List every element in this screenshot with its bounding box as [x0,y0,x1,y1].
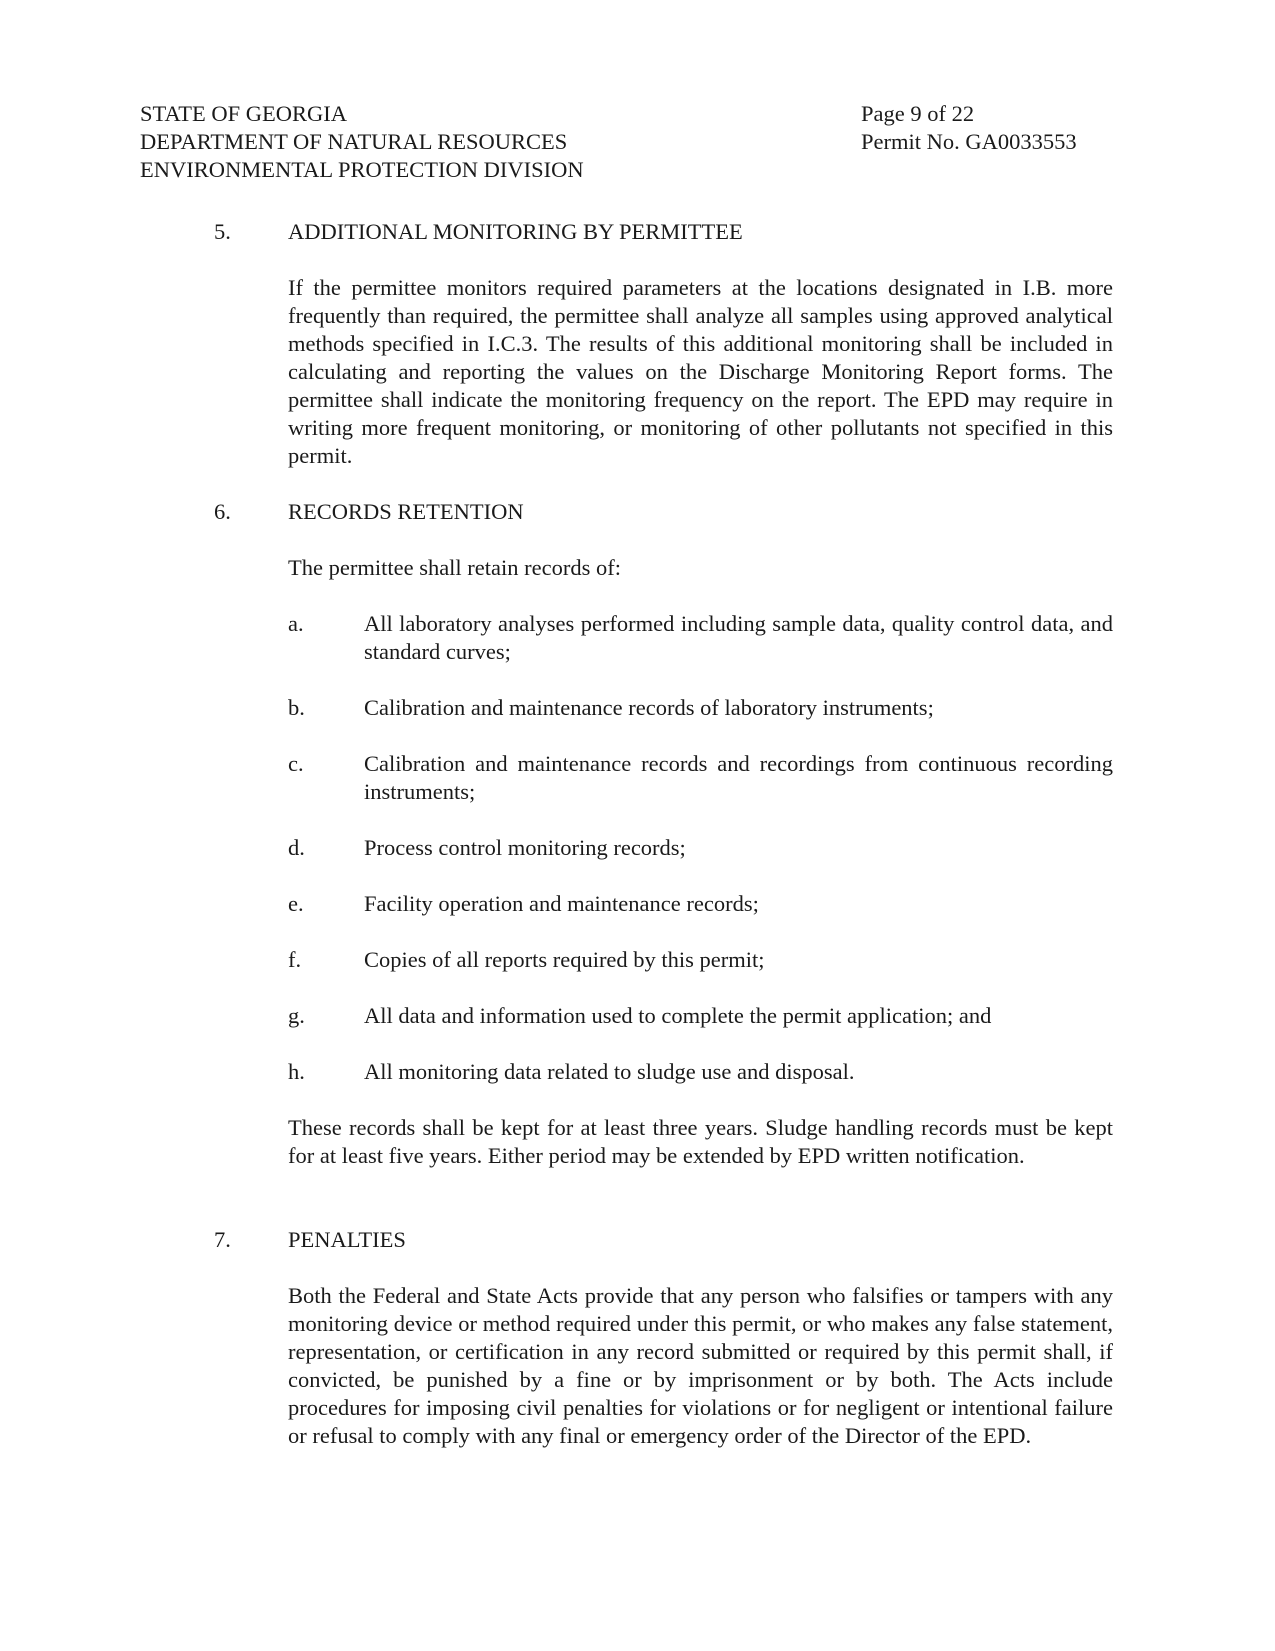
list-item: All data and information used to complete the permit application; and [364,1003,992,1028]
list-item: Facility operation and maintenance records; [364,891,759,916]
section-5-body: If the permittee monitors required parameters at the locations designated in I.B. more frequently than required, the permittee shall analyze all samples using approved analytical methods specified in I.C.3. The results of this additional monitoring shall be included in calculating and reporting the values on the Discharge Monitoring Report forms. The permittee shall indicate the monitoring frequency on the report. The EPD may require in writing more frequent monitoring, or monitoring of other pollutants not specified in this permit. [288,275,1113,468]
page-info [861,100,1077,156]
list-item-letter: f. [288,947,302,972]
page-number: Page 9 of 22 [861,101,975,126]
list-item-letter: b. [288,695,305,720]
list-item: Process control monitoring records; [364,835,686,860]
agency-department: DEPARTMENT OF NATURAL RESOURCES [140,129,568,154]
list-item: Copies of all reports required by this permit; [364,947,765,972]
list-item-letter: e. [288,891,304,916]
list-item-letter: g. [288,1003,305,1028]
section-6-number: 6. [214,499,231,524]
list-item: Calibration and maintenance records of laboratory instruments; [364,695,934,720]
section-7-title: PENALTIES [288,1227,406,1252]
agency-header [140,100,584,184]
list-item-letter: a. [288,611,304,636]
agency-state: STATE OF GEORGIA [140,101,347,126]
permit-number: Permit No. GA0033553 [861,129,1077,154]
list-item-letter: c. [288,751,304,776]
agency-division: ENVIRONMENTAL PROTECTION DIVISION [140,157,584,182]
section-6-intro: The permittee shall retain records of: [288,555,621,580]
section-6-closing: These records shall be kept for at least three years. Sludge handling records must be kept for at least five years. Either period may be extended by EPD written notification. [288,1115,1113,1168]
section-5-title: ADDITIONAL MONITORING BY PERMITTEE [288,219,743,244]
list-item: All monitoring data related to sludge use and disposal. [364,1059,855,1084]
section-7-body: Both the Federal and State Acts provide that any person who falsifies or tampers with any monitoring device or method required under this permit, or who makes any false statement, representation, or certification in any record submitted or required by this permit shall, if convicted, be punished by a fine or by imprisonment or by both. The Acts include procedures for imposing civil penalties for violations or for negligent or intentional failure or refusal to comply with any final or emergency order of the Director of the EPD. [288,1283,1113,1448]
section-5-number: 5. [214,219,231,244]
section-6-title: RECORDS RETENTION [288,499,524,524]
list-item: Calibration and maintenance records and recordings from continuous recording instruments; [364,751,1113,804]
section-7-number: 7. [214,1227,231,1252]
list-item-letter: d. [288,835,305,860]
list-item: All laboratory analyses performed including sample data, quality control data, and standard curves; [364,611,1113,664]
list-item-letter: h. [288,1059,305,1084]
